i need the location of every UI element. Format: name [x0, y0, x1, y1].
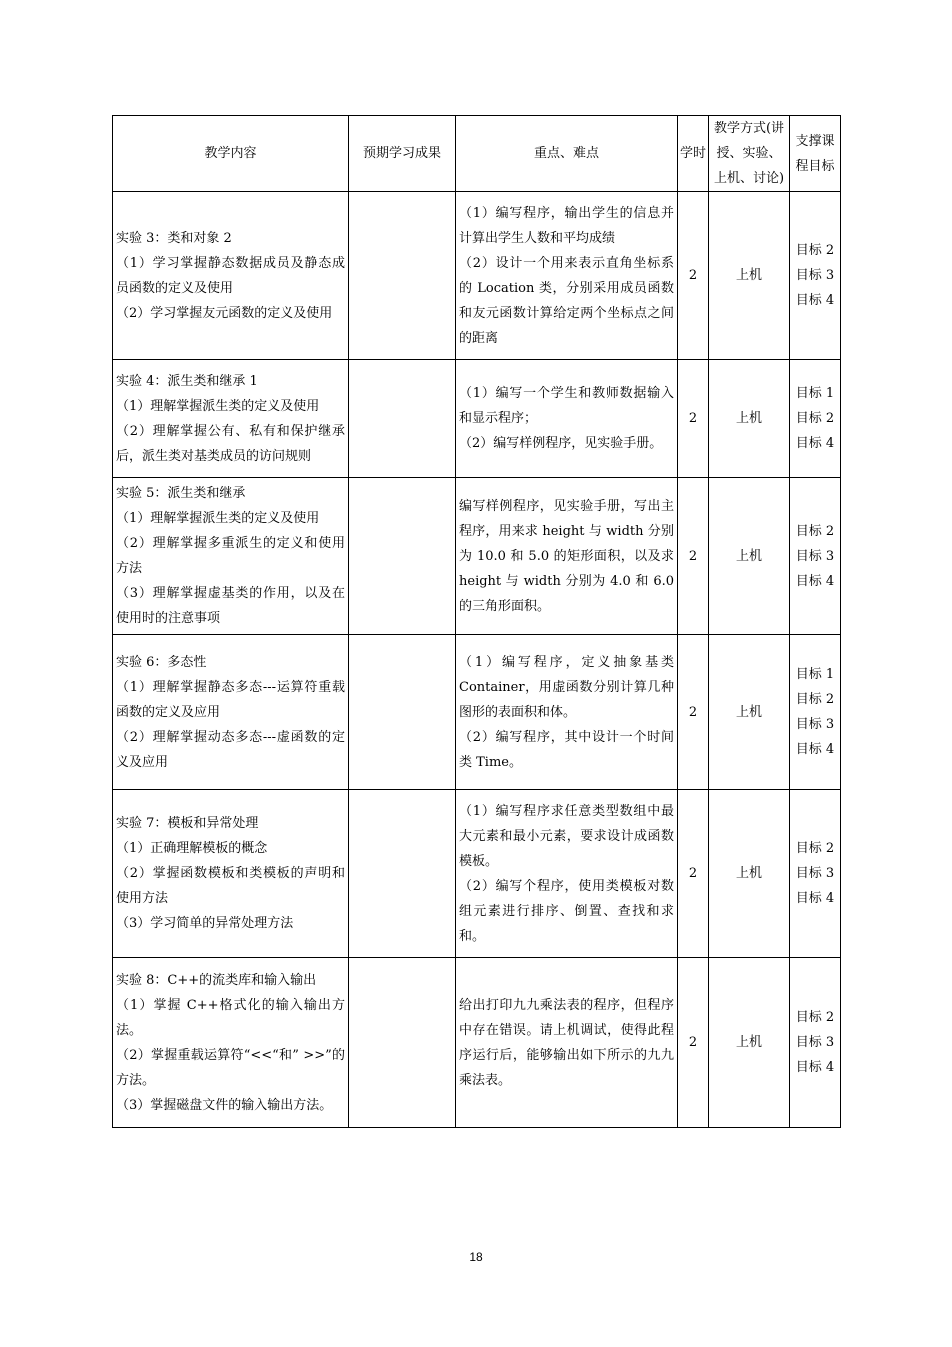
- key-points-cell: [456, 958, 678, 1128]
- outcomes-cell: [349, 635, 456, 790]
- hours-cell: 2: [678, 635, 709, 790]
- targets-cell-line: 目标 4: [795, 742, 835, 757]
- header-method: 教学方式(讲授、实验、上机、讨论): [709, 116, 790, 192]
- header-targets: 支撑课程目标: [790, 116, 841, 192]
- header-row: [113, 116, 841, 192]
- targets-cell-line: 目标 2: [795, 411, 835, 426]
- content-cell-line: （1）学习掌握静态数据成员及静态成员函数的定义及使用: [116, 255, 345, 296]
- targets-cell: [790, 790, 841, 958]
- key-points-cell-line: （2）编写程序，其中设计一个时间类 Time。: [459, 729, 674, 770]
- content-cell-line: （2）掌握重载运算符“<<“和” >>”的方法。: [116, 1047, 345, 1088]
- method-cell: 上机: [709, 635, 790, 790]
- key-points-cell: [456, 360, 678, 478]
- hours-cell: 2: [678, 958, 709, 1128]
- method-cell: 上机: [709, 192, 790, 360]
- targets-cell-line: 目标 3: [795, 268, 835, 283]
- content-cell-line: 实验 6：多态性: [116, 654, 207, 670]
- key-points-cell: [456, 790, 678, 958]
- content-cell-line: （1）掌握 C++格式化的输入输出方法。: [116, 997, 345, 1038]
- hours-cell: 2: [678, 360, 709, 478]
- targets-cell: [790, 360, 841, 478]
- key-points-cell-line: （1）编写程序求任意类型数组中最大元素和最小元素，要求设计成函数模板。: [459, 803, 674, 869]
- header-key-points: 重点、难点: [456, 116, 678, 192]
- method-cell: 上机: [709, 478, 790, 635]
- key-points-cell-line: （1）编写程序，定义抽象基类 Container，用虚函数分别计算几种图形的表面积和体。: [459, 654, 674, 720]
- outcomes-cell: [349, 478, 456, 635]
- content-cell-line: （1）理解掌握派生类的定义及使用: [116, 398, 320, 414]
- method-cell: 上机: [709, 360, 790, 478]
- content-cell-line: 实验 5：派生类和继承: [116, 486, 246, 501]
- content-cell-line: （2）掌握函数模板和类模板的声明和使用方法: [116, 866, 345, 906]
- content-cell-line: 实验 8：C++的流类库和输入输出: [116, 972, 317, 988]
- targets-cell-line: 目标 3: [795, 866, 835, 881]
- targets-cell-line: 目标 2: [795, 841, 835, 856]
- content-cell-line: （3）理解掌握虚基类的作用，以及在使用时的注意事项: [116, 586, 345, 626]
- targets-cell-line: 目标 2: [795, 523, 835, 539]
- key-points-cell: [456, 192, 678, 360]
- key-points-cell-line: 编写样例程序，见实验手册，写出主程序，用来求 height 与 width 分别为 10.0 和 5.0 的矩形面积，以及求 height 与 width 分别为 4.0 和 6.0 的三角形面积。: [459, 498, 674, 614]
- targets-cell: [790, 192, 841, 360]
- targets-cell-line: 目标 3: [795, 548, 835, 564]
- targets-cell-line: 目标 4: [795, 891, 835, 906]
- table-row: [113, 635, 841, 790]
- key-points-cell-line: （2）编写个程序，使用类模板对数组元素进行排序、倒置、查找和求和。: [459, 878, 674, 944]
- syllabus-table: [112, 115, 841, 1128]
- outcomes-cell: [349, 360, 456, 478]
- content-cell: [113, 790, 349, 958]
- table-row: [113, 192, 841, 360]
- hours-cell: 2: [678, 790, 709, 958]
- content-cell-line: （1）理解掌握派生类的定义及使用: [116, 511, 320, 526]
- content-cell-line: （3）学习简单的异常处理方法: [116, 916, 294, 931]
- content-cell-line: 实验 7：模板和异常处理: [116, 816, 259, 831]
- content-cell-line: （2）理解掌握公有、私有和保护继承后，派生类对基类成员的访问规则: [116, 423, 345, 464]
- content-cell-line: 实验 4：派生类和继承 1: [116, 373, 258, 389]
- content-cell: [113, 192, 349, 360]
- content-cell-line: （1）理解掌握静态多态---运算符重载函数的定义及应用: [116, 679, 345, 720]
- targets-cell-line: 目标 4: [795, 573, 835, 589]
- key-points-cell: [456, 478, 678, 635]
- method-cell: 上机: [709, 790, 790, 958]
- targets-cell-line: 目标 4: [795, 436, 835, 451]
- content-cell-line: （2）学习掌握友元函数的定义及使用: [116, 305, 333, 321]
- table-row: [113, 360, 841, 478]
- targets-cell-line: 目标 1: [795, 386, 835, 401]
- key-points-cell-line: 给出打印九九乘法表的程序，但程序中存在错误。请上机调试，使得此程序运行后，能够输出如下所示的九九乘法表。: [459, 997, 674, 1088]
- targets-cell-line: 目标 3: [795, 717, 835, 732]
- content-cell-line: （2）理解掌握多重派生的定义和使用方法: [116, 536, 345, 576]
- outcomes-cell: [349, 958, 456, 1128]
- key-points-cell-line: （2）编写样例程序，见实验手册。: [459, 436, 663, 451]
- key-points-cell-line: （1）编写程序，输出学生的信息并计算出学生人数和平均成绩: [459, 205, 674, 246]
- content-cell: [113, 958, 349, 1128]
- header-outcomes: 预期学习成果: [349, 116, 456, 192]
- targets-cell-line: 目标 3: [795, 1035, 835, 1050]
- key-points-cell: [456, 635, 678, 790]
- key-points-cell-line: （2）设计一个用来表示直角坐标系的 Location 类，分别采用成员函数和友元函数计算给定两个坐标点之间的距离: [459, 255, 674, 346]
- targets-cell: [790, 478, 841, 635]
- table-row: [113, 478, 841, 635]
- targets-cell-line: 目标 2: [795, 243, 835, 258]
- hours-cell: 2: [678, 478, 709, 635]
- targets-cell-line: 目标 4: [795, 293, 835, 308]
- outcomes-cell: [349, 192, 456, 360]
- method-cell: 上机: [709, 958, 790, 1128]
- hours-cell: 2: [678, 192, 709, 360]
- content-cell-line: （2）理解掌握动态多态---虚函数的定义及应用: [116, 729, 345, 770]
- content-cell: [113, 635, 349, 790]
- content-cell-line: 实验 3：类和对象 2: [116, 230, 232, 246]
- targets-cell: [790, 635, 841, 790]
- page-number: 18: [469, 1250, 483, 1264]
- targets-cell-line: 目标 2: [795, 692, 835, 707]
- content-cell-line: （1）正确理解模板的概念: [116, 841, 268, 856]
- targets-cell-line: 目标 4: [795, 1060, 835, 1075]
- targets-cell-line: 目标 2: [795, 1010, 835, 1025]
- content-cell-line: （3）掌握磁盘文件的输入输出方法。: [116, 1097, 333, 1113]
- header-content: 教学内容: [113, 116, 349, 192]
- targets-cell-line: 目标 1: [795, 667, 835, 682]
- key-points-cell-line: （1）编写一个学生和教师数据输入和显示程序；: [459, 386, 674, 426]
- header-hours: 学时: [678, 116, 709, 192]
- content-cell: [113, 478, 349, 635]
- targets-cell: [790, 958, 841, 1128]
- outcomes-cell: [349, 790, 456, 958]
- content-cell: [113, 360, 349, 478]
- table-row: [113, 958, 841, 1128]
- table-row: [113, 790, 841, 958]
